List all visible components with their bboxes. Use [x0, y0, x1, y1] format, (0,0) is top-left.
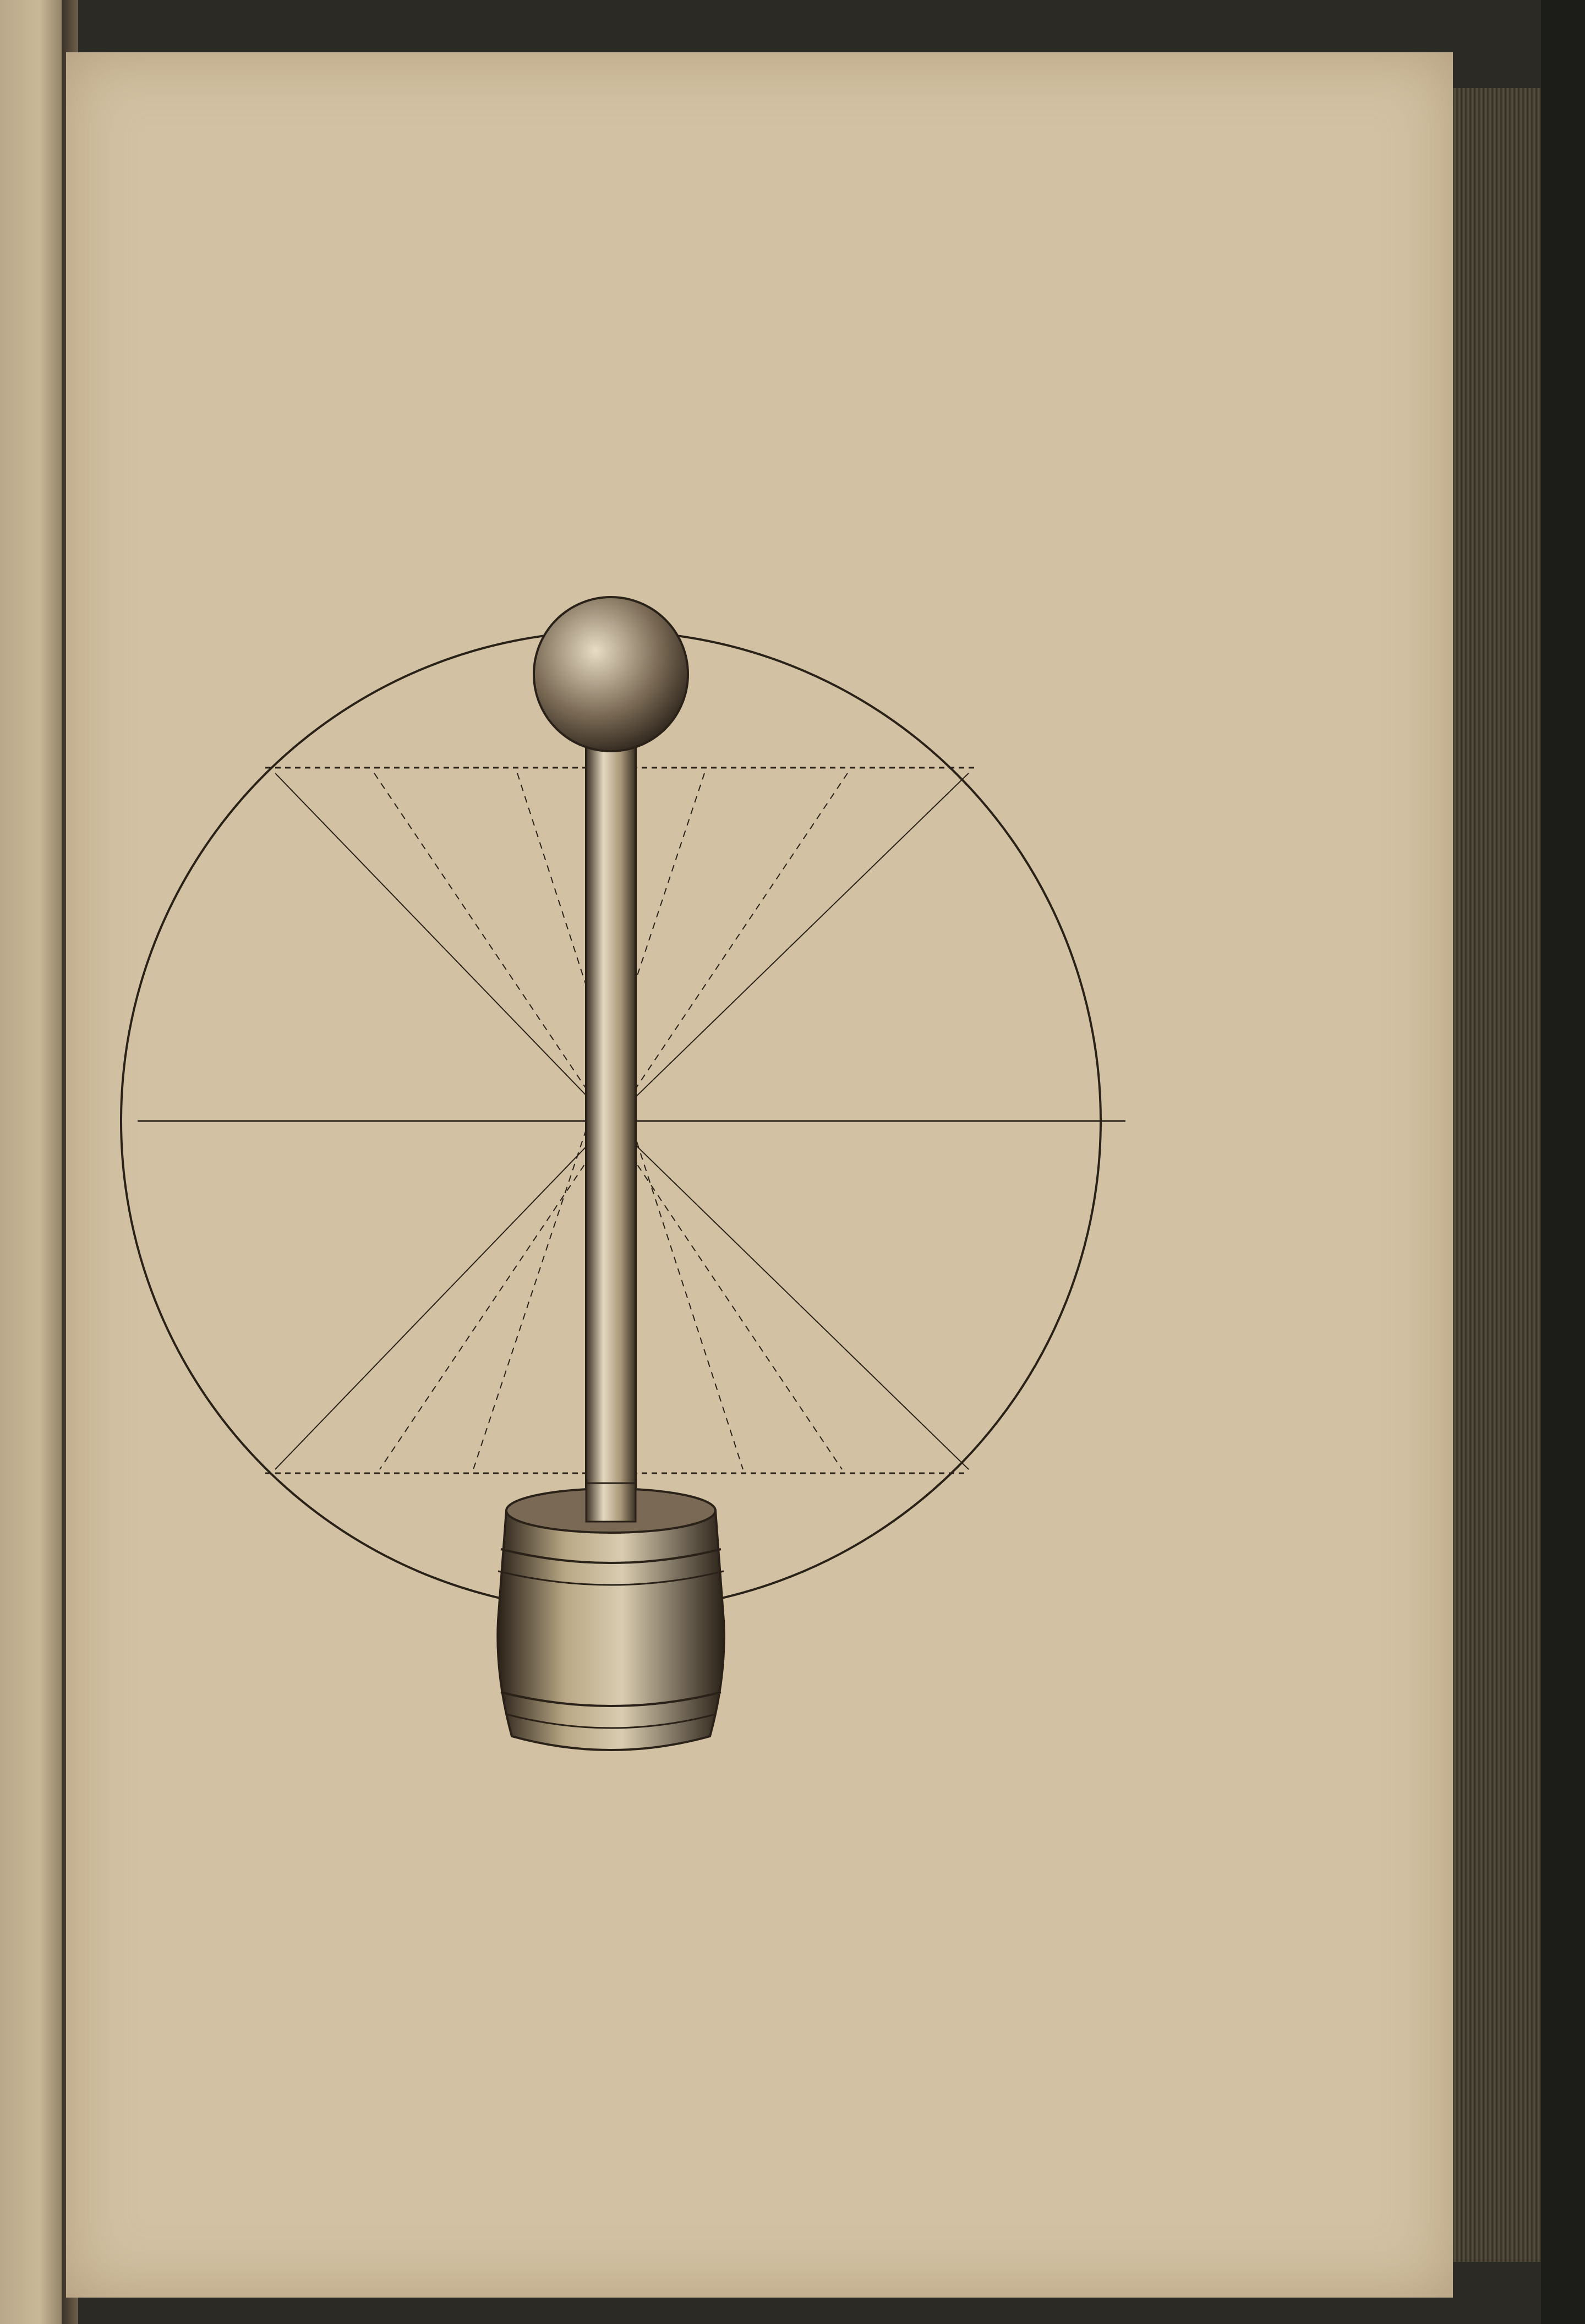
facing-page [0, 0, 66, 2324]
background-edge [1541, 0, 1585, 2324]
book-page [66, 52, 1453, 2298]
engraved-diagram [66, 52, 1453, 1923]
thermoscope [498, 597, 724, 1750]
